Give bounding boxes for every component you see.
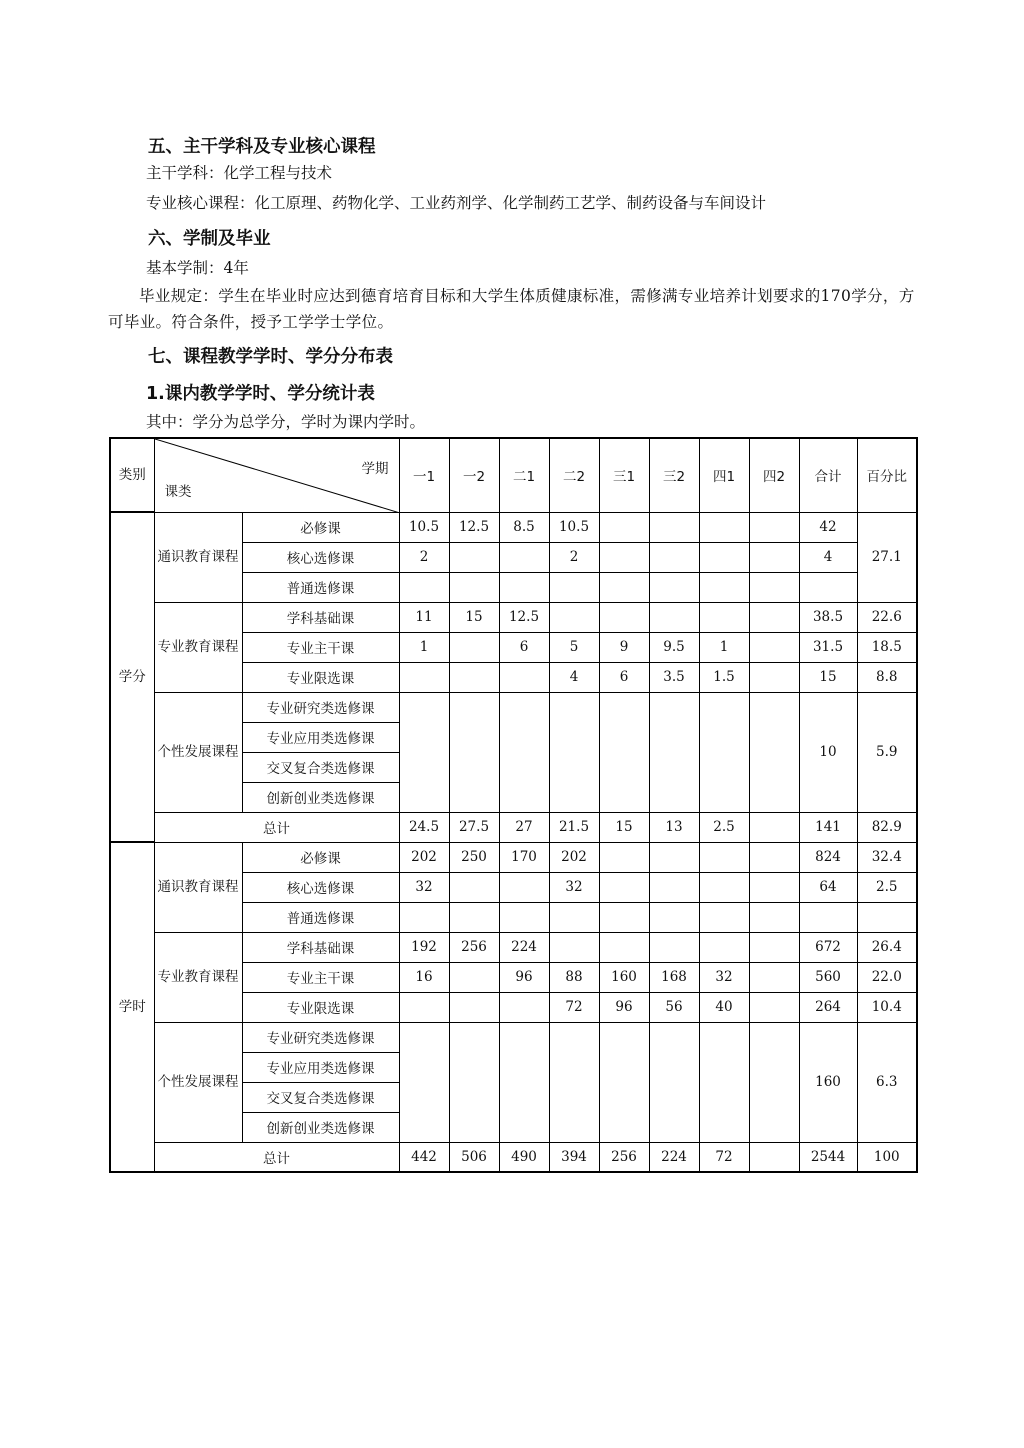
table-row	[110, 512, 917, 542]
cell	[599, 902, 649, 932]
cell	[749, 962, 799, 992]
cell: 96	[599, 992, 649, 1022]
cell: 72	[549, 992, 599, 1022]
cell	[599, 692, 649, 812]
cell: 10.5	[399, 512, 449, 542]
cell: 224	[649, 1142, 699, 1172]
cell-percent: 22.6	[857, 602, 917, 632]
cell-total: 31.5	[799, 632, 857, 662]
cell: 506	[449, 1142, 499, 1172]
cell	[399, 992, 449, 1022]
cell-total: 560	[799, 962, 857, 992]
cell-percent: 22.0	[857, 962, 917, 992]
cell: 88	[549, 962, 599, 992]
section-6-heading: 六、学制及毕业	[148, 229, 271, 249]
cell-total: 824	[799, 842, 857, 872]
header-semester: 二2	[549, 438, 599, 512]
cell: 13	[649, 812, 699, 842]
core-courses-text: 专业核心课程：化工原理、药物化学、工业药剂学、化学制药工艺学、制药设备与车间设计	[146, 194, 767, 212]
cell	[449, 662, 499, 692]
cell	[499, 1022, 549, 1142]
cell	[499, 902, 549, 932]
cell	[749, 902, 799, 932]
cell	[699, 512, 749, 542]
header-semester: 三2	[649, 438, 699, 512]
cell	[449, 632, 499, 662]
header-category: 类别	[110, 438, 154, 512]
cell-percent: 27.1	[857, 512, 917, 602]
cell	[649, 902, 699, 932]
cell: 32	[699, 962, 749, 992]
cell: 256	[599, 1142, 649, 1172]
cell: 1.5	[699, 662, 749, 692]
cell	[699, 932, 749, 962]
cell: 2	[399, 542, 449, 572]
cell: 56	[649, 992, 699, 1022]
cell-total: 672	[799, 932, 857, 962]
cell	[649, 1022, 699, 1142]
cell	[599, 932, 649, 962]
cell	[749, 572, 799, 602]
total-label: 总计	[154, 812, 399, 842]
cell	[449, 542, 499, 572]
cell-percent: 10.4	[857, 992, 917, 1022]
cell	[449, 992, 499, 1022]
cell-total: 2544	[799, 1142, 857, 1172]
cell	[749, 812, 799, 842]
cell: 9.5	[649, 632, 699, 662]
cell-total: 38.5	[799, 602, 857, 632]
cell	[699, 872, 749, 902]
cell: 32	[549, 872, 599, 902]
cell: 27.5	[449, 812, 499, 842]
cell-total: 160	[799, 1022, 857, 1142]
table-row	[110, 932, 917, 962]
course-name: 专业研究类选修课	[242, 1022, 399, 1052]
table-row-total	[110, 1142, 917, 1172]
table-header-row	[110, 438, 917, 512]
header-semester: 一1	[399, 438, 449, 512]
group-general: 通识教育课程	[154, 512, 242, 602]
cell	[599, 572, 649, 602]
cell-total: 10	[799, 692, 857, 812]
cell	[649, 872, 699, 902]
header-total: 合计	[799, 438, 857, 512]
cell: 2.5	[699, 812, 749, 842]
table-row	[110, 842, 917, 872]
graduation-text: 毕业规定：学生在毕业时应达到德育培育目标和大学生体质健康标准，需修满专业培养计划要求的170学分，方可毕业。符合条件，授予工学学士学位。	[108, 287, 915, 331]
course-name: 普通选修课	[242, 572, 399, 602]
cell	[649, 572, 699, 602]
cell-total: 42	[799, 512, 857, 542]
cell: 11	[399, 602, 449, 632]
category-hours: 学时	[110, 842, 154, 1172]
cell	[749, 632, 799, 662]
cell: 202	[549, 842, 599, 872]
cell: 6	[599, 662, 649, 692]
category-credits: 学分	[110, 512, 154, 842]
cell	[749, 662, 799, 692]
header-diagonal-cell	[154, 438, 399, 512]
cell	[549, 902, 599, 932]
course-name: 普通选修课	[242, 902, 399, 932]
cell	[649, 842, 699, 872]
cell	[749, 1022, 799, 1142]
cell-total: 141	[799, 812, 857, 842]
cell: 27	[499, 812, 549, 842]
cell	[699, 572, 749, 602]
cell: 12.5	[499, 602, 549, 632]
cell	[449, 572, 499, 602]
cell: 256	[449, 932, 499, 962]
cell: 394	[549, 1142, 599, 1172]
course-name: 创新创业类选修课	[242, 782, 399, 812]
cell-total	[799, 902, 857, 932]
cell: 2	[549, 542, 599, 572]
cell	[649, 932, 699, 962]
cell-percent: 6.3	[857, 1022, 917, 1142]
cell: 10.5	[549, 512, 599, 542]
header-semester-label: 学期	[361, 461, 389, 477]
cell: 96	[499, 962, 549, 992]
cell	[749, 512, 799, 542]
cell: 192	[399, 932, 449, 962]
cell	[699, 1022, 749, 1142]
course-name: 学科基础课	[242, 602, 399, 632]
cell: 3.5	[649, 662, 699, 692]
cell: 170	[499, 842, 549, 872]
cell	[399, 662, 449, 692]
cell: 4	[549, 662, 599, 692]
cell-percent: 26.4	[857, 932, 917, 962]
cell	[749, 872, 799, 902]
cell	[549, 602, 599, 632]
cell	[499, 992, 549, 1022]
section-5-heading: 五、主干学科及专业核心课程	[148, 137, 376, 157]
cell	[399, 1022, 449, 1142]
cell-total: 64	[799, 872, 857, 902]
cell: 6	[499, 632, 549, 662]
cell	[599, 512, 649, 542]
table-note: 其中：学分为总学分，学时为课内学时。	[146, 413, 426, 431]
cell: 15	[449, 602, 499, 632]
cell	[599, 1022, 649, 1142]
cell: 160	[599, 962, 649, 992]
cell: 490	[499, 1142, 549, 1172]
cell	[499, 572, 549, 602]
credit-hour-table	[109, 437, 918, 1173]
cell	[749, 932, 799, 962]
cell: 40	[699, 992, 749, 1022]
cell: 8.5	[499, 512, 549, 542]
cell	[699, 902, 749, 932]
course-name: 交叉复合类选修课	[242, 752, 399, 782]
cell: 442	[399, 1142, 449, 1172]
cell	[599, 842, 649, 872]
cell	[499, 542, 549, 572]
cell: 1	[699, 632, 749, 662]
total-label: 总计	[154, 1142, 399, 1172]
cell	[499, 692, 549, 812]
cell-percent	[857, 902, 917, 932]
cell	[649, 602, 699, 632]
cell	[749, 842, 799, 872]
course-name: 必修课	[242, 512, 399, 542]
cell	[499, 662, 549, 692]
cell-total: 264	[799, 992, 857, 1022]
header-percent: 百分比	[857, 438, 917, 512]
cell-percent: 5.9	[857, 692, 917, 812]
cell	[549, 572, 599, 602]
cell	[749, 1142, 799, 1172]
cell	[449, 872, 499, 902]
cell	[399, 692, 449, 812]
course-name: 专业主干课	[242, 632, 399, 662]
cell	[599, 542, 649, 572]
cell: 15	[599, 812, 649, 842]
group-professional: 专业教育课程	[154, 932, 242, 1022]
cell: 12.5	[449, 512, 499, 542]
course-name: 创新创业类选修课	[242, 1112, 399, 1142]
cell-percent: 18.5	[857, 632, 917, 662]
cell	[449, 962, 499, 992]
cell: 32	[399, 872, 449, 902]
cell	[649, 542, 699, 572]
cell	[749, 992, 799, 1022]
cell	[449, 692, 499, 812]
duration-text: 基本学制：4年	[146, 259, 249, 277]
course-name: 核心选修课	[242, 872, 399, 902]
cell	[649, 692, 699, 812]
cell-percent: 2.5	[857, 872, 917, 902]
course-name: 必修课	[242, 842, 399, 872]
header-semester: 一2	[449, 438, 499, 512]
course-name: 专业限选课	[242, 992, 399, 1022]
cell	[749, 602, 799, 632]
cell	[499, 872, 549, 902]
header-semester: 三1	[599, 438, 649, 512]
header-course-type-label: 课类	[164, 483, 192, 500]
table-row	[110, 692, 917, 722]
cell	[699, 542, 749, 572]
course-name: 专业应用类选修课	[242, 722, 399, 752]
cell: 24.5	[399, 812, 449, 842]
cell	[699, 842, 749, 872]
cell	[699, 692, 749, 812]
cell	[549, 932, 599, 962]
course-name: 专业研究类选修课	[242, 692, 399, 722]
course-name: 核心选修课	[242, 542, 399, 572]
main-discipline-text: 主干学科：化学工程与技术	[146, 164, 333, 182]
table-row-total	[110, 812, 917, 842]
cell: 72	[699, 1142, 749, 1172]
cell-percent: 82.9	[857, 812, 917, 842]
cell-percent: 8.8	[857, 662, 917, 692]
cell	[599, 872, 649, 902]
cell: 1	[399, 632, 449, 662]
group-personal: 个性发展课程	[154, 1022, 242, 1142]
cell	[549, 692, 599, 812]
cell	[699, 602, 749, 632]
cell: 9	[599, 632, 649, 662]
section-7-heading: 七、课程教学学时、学分分布表	[148, 347, 393, 367]
cell	[449, 902, 499, 932]
cell	[549, 1022, 599, 1142]
cell: 250	[449, 842, 499, 872]
cell: 202	[399, 842, 449, 872]
course-name: 专业应用类选修课	[242, 1052, 399, 1082]
course-name: 专业主干课	[242, 962, 399, 992]
cell	[599, 602, 649, 632]
cell-total: 4	[799, 542, 857, 572]
cell-percent: 100	[857, 1142, 917, 1172]
cell	[649, 512, 699, 542]
cell: 224	[499, 932, 549, 962]
table-sub-heading: 1.课内教学学时、学分统计表	[146, 384, 375, 404]
cell	[749, 692, 799, 812]
cell	[449, 1022, 499, 1142]
cell	[399, 902, 449, 932]
cell	[399, 572, 449, 602]
table-row	[110, 1022, 917, 1052]
cell: 21.5	[549, 812, 599, 842]
course-name: 专业限选课	[242, 662, 399, 692]
header-semester: 四2	[749, 438, 799, 512]
header-semester: 四1	[699, 438, 749, 512]
group-personal: 个性发展课程	[154, 692, 242, 812]
cell: 16	[399, 962, 449, 992]
group-general: 通识教育课程	[154, 842, 242, 932]
cell: 168	[649, 962, 699, 992]
cell	[749, 542, 799, 572]
cell-percent: 32.4	[857, 842, 917, 872]
group-professional: 专业教育课程	[154, 602, 242, 692]
course-name: 学科基础课	[242, 932, 399, 962]
header-semester: 二1	[499, 438, 549, 512]
cell: 5	[549, 632, 599, 662]
table-row	[110, 602, 917, 632]
cell-total	[799, 572, 857, 602]
course-name: 交叉复合类选修课	[242, 1082, 399, 1112]
cell-total: 15	[799, 662, 857, 692]
